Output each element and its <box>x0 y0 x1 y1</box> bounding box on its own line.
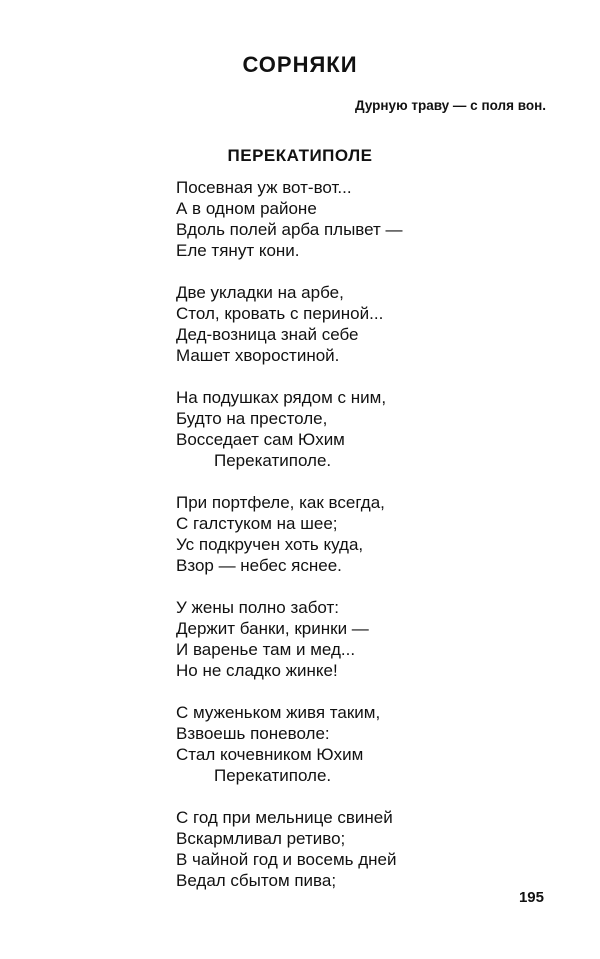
poem-line: Взвоешь поневоле: <box>176 724 330 743</box>
epigraph: Дурную траву — с поля вон. <box>355 98 546 113</box>
poem-line: И варенье там и мед... <box>176 640 356 659</box>
poem-line: Восседает сам Юхим <box>176 430 345 449</box>
poem-line-indented: Перекатиполе. <box>214 451 332 470</box>
poem-title: ПЕРЕКАТИПОЛЕ <box>227 146 373 165</box>
poem-line: Стол, кровать с периной... <box>176 304 384 323</box>
poem-body <box>176 177 403 912</box>
poem-line: А в одном районе <box>176 199 317 218</box>
poem-line: Посевная уж вот-вот... <box>176 178 352 197</box>
poem-line: При портфеле, как всегда, <box>176 493 385 512</box>
poem-line: Две укладки на арбе, <box>176 283 344 302</box>
poem-line: Вдоль полей арба плывет — <box>176 220 403 239</box>
poem-line: Держит банки, кринки — <box>176 619 369 638</box>
poem-line: С муженьком живя таким, <box>176 703 381 722</box>
poem-line: Стал кочевником Юхим <box>176 745 364 764</box>
poem-line: Вскармливал ретиво; <box>176 829 346 848</box>
page-number: 195 <box>518 889 544 906</box>
poem-line: Еле тянут кони. <box>176 241 300 260</box>
section-title: СОРНЯКИ <box>242 52 358 77</box>
poem-line: Но не сладко жинке! <box>176 661 338 680</box>
poem-line: С год при мельнице свиней <box>176 808 393 827</box>
poem-line: Дед-возница знай себе <box>176 325 359 344</box>
stanza <box>176 387 403 471</box>
poem-line: Взор — небес яснее. <box>176 556 342 575</box>
poem-line: У жены полно забот: <box>176 598 340 617</box>
poem-line: На подушках рядом с ним, <box>176 388 387 407</box>
stanza <box>176 492 403 576</box>
poem-line: Будто на престоле, <box>176 409 328 428</box>
stanza <box>176 177 403 261</box>
poem-line: В чайной год и восемь дней <box>176 850 397 869</box>
poem-line-indented: Перекатиполе. <box>214 766 332 785</box>
poem-line: С галстуком на шее; <box>176 514 338 533</box>
poem-line: Машет хворостиной. <box>176 346 340 365</box>
stanza <box>176 597 403 681</box>
stanza <box>176 702 403 786</box>
stanza <box>176 807 403 891</box>
stanza <box>176 282 403 366</box>
poem-line: Ведал сбытом пива; <box>176 871 337 890</box>
poem-line: Ус подкручен хоть куда, <box>176 535 364 554</box>
